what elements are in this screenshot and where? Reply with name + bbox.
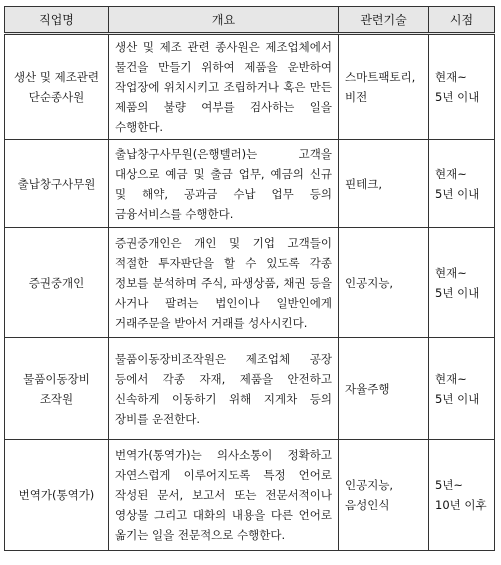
tech-cell: 인공지능, 음성인식 [339,440,429,551]
table-row [5,440,495,551]
timing-cell: 현재~ 5년 이내 [429,338,495,440]
overview-cell: 물품이동장비조작원은 제조업체 공장 등에서 각종 자재, 제품을 안전하고 신속하게 이동하기 위해 지게차 등의 장비를 운전한다. [109,338,339,440]
job-name-cell: 출납창구사무원 [5,140,109,228]
tech-cell: 인공지능, [339,228,429,338]
table-body [5,34,495,551]
overview-cell: 생산 및 제조 관련 종사원은 제조업체에서 물건을 만들기 위하여 제품을 운반하여 작업장에 위치시키고 조립하거나 혹은 만든 제품의 불량 여부를 검사하는 일을 수행한다. [109,34,339,140]
tech-cell: 핀테크, [339,140,429,228]
job-automation-table [4,6,495,551]
timing-cell: 5년~ 10년 이후 [429,440,495,551]
job-name-cell: 번역가(통역가) [5,440,109,551]
overview-cell: 출납창구사무원(은행텔러)는 고객을 대상으로 예금 및 출금 업무, 예금의 신규 및 해약, 공과금 수납 업무 등의 금융서비스를 수행한다. [109,140,339,228]
header-row [5,7,495,34]
overview-cell: 증권중개인은 개인 및 기업 고객들이 적절한 투자판단을 할 수 있도록 각종 정보를 분석하며 주식, 파생상품, 채권 등을 사거나 팔려는 법인이나 일반인에게 거래주문을 받아서 거래를 성사시킨다. [109,228,339,338]
header-overview: 개요 [109,7,339,34]
header-job: 직업명 [5,7,109,34]
table-row [5,140,495,228]
header-tech: 관련기술 [339,7,429,34]
job-name-cell: 물품이동장비 조작원 [5,338,109,440]
table-header [5,7,495,34]
timing-cell: 현재~ 5년 이내 [429,140,495,228]
table-row [5,34,495,140]
table-row [5,338,495,440]
job-name-cell: 생산 및 제조관련 단순종사원 [5,34,109,140]
header-timing: 시점 [429,7,495,34]
job-name-cell: 증권중개인 [5,228,109,338]
tech-cell: 스마트팩토리, 비전 [339,34,429,140]
table-row [5,228,495,338]
timing-cell: 현재~ 5년 이내 [429,34,495,140]
tech-cell: 자율주행 [339,338,429,440]
overview-cell: 번역가(통역가)는 의사소통이 정확하고 자연스럽게 이루어지도록 특정 언어로 작성된 문서, 보고서 또는 전문서적이나 영상물 그리고 대화의 내용을 다른 언어로 옮기는 일을 전문적으로 수행한다. [109,440,339,551]
timing-cell: 현재~ 5년 이내 [429,228,495,338]
